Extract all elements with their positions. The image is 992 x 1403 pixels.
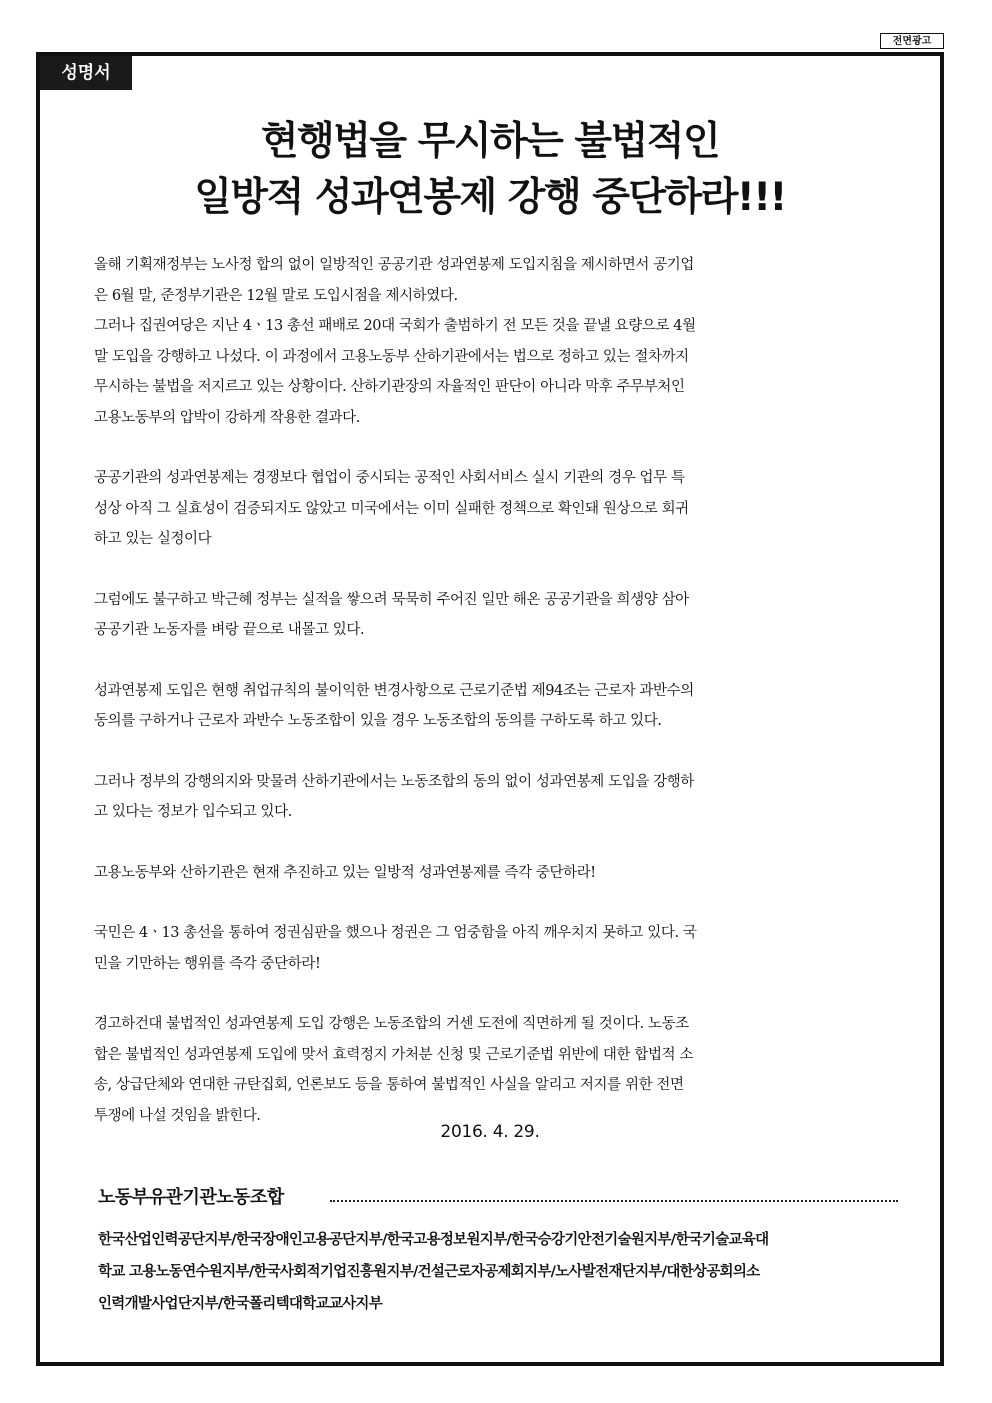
paragraph-line: 말 도입을 강행하고 나섰다. 이 과정에서 고용노동부 산하기관에서는 법으로 정하고 있는 절차까지 bbox=[94, 348, 689, 365]
dotted-rule bbox=[330, 1200, 898, 1202]
statement-label: 성명서 bbox=[40, 56, 132, 90]
signatory-row bbox=[98, 1184, 898, 1212]
paragraph-line: 은 6월 말, 준정부기관은 12월 말로 도입시점을 제시하였다. bbox=[94, 287, 458, 304]
full-page-ad-tag: 전면광고 bbox=[880, 33, 944, 49]
paragraph-line: 그러나 정부의 강행의지와 맞물려 산하기관에서는 노동조합의 동의 없이 성과연봉제 도입을 강행하 bbox=[94, 773, 694, 790]
paragraph-1 bbox=[94, 250, 899, 433]
paragraph-line: 하고 있는 실정이다 bbox=[94, 531, 212, 547]
paragraph-line: 성과연봉제 도입은 현행 취업규칙의 불이익한 변경사항으로 근로기준법 제94조는 근로자 과반수의 bbox=[94, 682, 694, 699]
paragraph-line: 경고하건대 불법적인 성과연봉제 도입 강행은 노동조합의 거센 도전에 직면하게 될 것이다. 노동조 bbox=[94, 1016, 689, 1032]
paragraph-line: 고용노동부와 산하기관은 현재 추진하고 있는 일방적 성과연봉제를 즉각 중단하라! bbox=[94, 864, 596, 881]
paragraph-8 bbox=[94, 1009, 899, 1131]
statement-frame bbox=[36, 52, 944, 1366]
branch-list bbox=[98, 1224, 898, 1320]
paragraph-line: 투쟁에 나설 것임을 밝힌다. bbox=[94, 1107, 261, 1124]
paragraph-line: 고용노동부의 압박이 강하게 작용한 결과다. bbox=[94, 409, 360, 426]
paragraph-5 bbox=[94, 767, 899, 828]
paragraph-line: 고 있다는 정보가 입수되고 있다. bbox=[94, 804, 292, 820]
headline-line-1: 현행법을 무시하는 불법적인 bbox=[260, 119, 720, 164]
paragraph-line: 동의를 구하거나 근로자 과반수 노동조합이 있을 경우 노동조합의 동의를 구하도록 하고 있다. bbox=[94, 713, 662, 729]
branch-line: 한국산업인력공단지부/한국장애인고용공단지부/한국고용정보원지부/한국승강기안전기술원지부/한국기술교육대 bbox=[98, 1232, 769, 1248]
paragraph-line: 국민은 4ㆍ13 총선을 통하여 정권심판을 했으나 정권은 그 엄중함을 아직 깨우치지 못하고 있다. 국 bbox=[94, 925, 697, 941]
statement-body bbox=[94, 250, 899, 1161]
paragraph-line: 올해 기획재정부는 노사정 합의 없이 일방적인 공공기관 성과연봉제 도입지침을 제시하면서 공기업 bbox=[94, 257, 694, 273]
paragraph-2 bbox=[94, 463, 899, 555]
organization-name: 노동부유관기관노동조합 bbox=[98, 1187, 284, 1208]
branch-line: 학교 고용노동연수원지부/한국사회적기업진흥원지부/건설근로자공제회지부/노사발전재단지부/대한상공회의소 bbox=[98, 1264, 760, 1280]
paragraph-line: 민을 기만하는 행위를 즉각 중단하라! bbox=[94, 955, 321, 972]
paragraph-line: 그럼에도 불구하고 박근혜 정부는 실적을 쌓으려 묵묵히 주어진 일만 해온 공공기관을 희생양 삼아 bbox=[94, 591, 689, 608]
paragraph-line: 공공기관의 성과연봉제는 경쟁보다 협업이 중시되는 공적인 사회서비스 실시 기관의 경우 업무 특 bbox=[94, 470, 685, 486]
headline bbox=[40, 114, 940, 226]
statement-date: 2016. 4. 29. bbox=[440, 1122, 540, 1142]
paragraph-line: 그러나 집권여당은 지난 4ㆍ13 총선 패배로 20대 국회가 출범하기 전 모든 것을 끝낼 요량으로 4월 bbox=[94, 318, 696, 334]
paragraph-line: 합은 불법적인 성과연봉제 도입에 맞서 효력정지 가처분 신청 및 근로기준법 위반에 대한 합법적 소 bbox=[94, 1046, 693, 1063]
branch-line: 인력개발사업단지부/한국폴리텍대학교교사지부 bbox=[98, 1296, 383, 1312]
paragraph-line: 성상 아직 그 실효성이 검증되지도 않았고 미국에서는 이미 실패한 정책으로 확인돼 원상으로 회귀 bbox=[94, 500, 689, 517]
paragraph-line: 무시하는 불법을 저지르고 있는 상황이다. 산하기관장의 자율적인 판단이 아니라 막후 주무부처인 bbox=[94, 379, 685, 395]
headline-line-2: 일방적 성과연봉제 강행 중단하라!!! bbox=[194, 175, 786, 220]
paragraph-line: 공공기관 노동자를 벼랑 끝으로 내몰고 있다. bbox=[94, 622, 365, 638]
paragraph-3 bbox=[94, 585, 899, 646]
paragraph-7 bbox=[94, 918, 899, 979]
paragraph-line: 송, 상급단체와 연대한 규탄집회, 언론보도 등을 통하여 불법적인 사실을 알리고 저지를 위한 전면 bbox=[94, 1077, 684, 1093]
paragraph-6 bbox=[94, 858, 899, 889]
paragraph-4 bbox=[94, 676, 899, 737]
